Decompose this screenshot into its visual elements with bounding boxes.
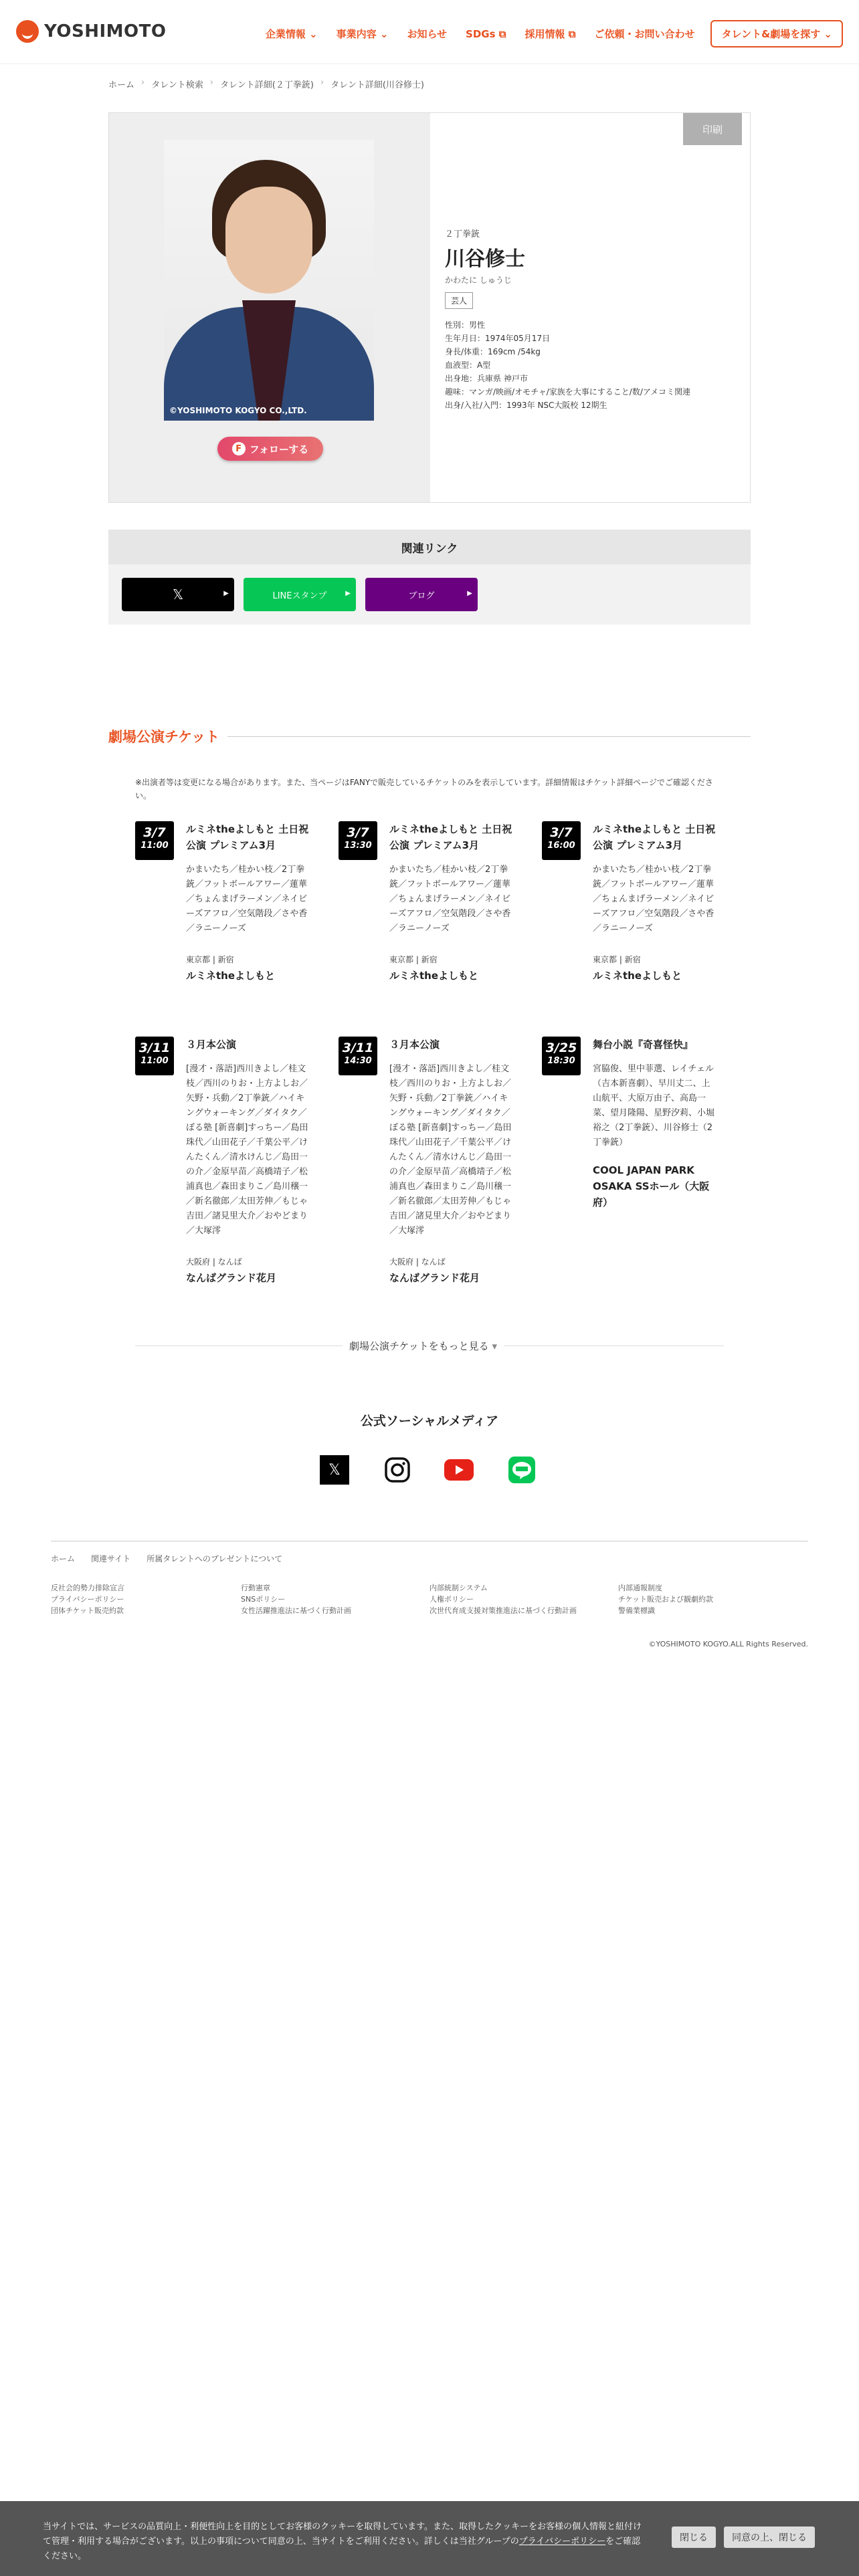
event-body [186,821,312,984]
event-cast: かまいたち／桂かい枝／2丁拳銃／フットボールアワー／蓮華／ちょんまげラーメン／ネイビーズアフロ／空気階段／さや香／ラニーノーズ [593,865,714,934]
event-location: 大阪府 | なんば [389,1257,446,1267]
tickets-title: 劇場公演チケット [108,729,220,745]
event-cast: [漫才・落語]西川きよし／桂文枝／西川のりお・上方よしお／矢野・兵動／2丁拳銃／ハイキングウォーキング／ダイタク／ぼる塾 [新喜劇]すっちー／島田珠代／山田花子／千葉公平／けんたくん／清水けんじ／島田一の介／金原早苗／高橋靖子／松浦真也／森田まりこ／島川穣一／新名徹郎／太田芳伸／もじゃ吉田／諸見里大介／おやどまり／大塚澪 [389,1064,512,1236]
event-title: ３月本公演 [186,1039,237,1051]
print-button[interactable]: 印刷 [683,113,742,145]
footer-link[interactable]: チケット販売および観劇約款 [618,1595,714,1604]
external-link-icon: ⧉ [498,27,506,40]
youtube-icon[interactable] [444,1455,474,1485]
talent-kana: かわたに しゅうじ [445,276,512,285]
event-venue: ルミネtheよしもと [186,970,276,982]
photo-credit: ©YOSHIMOTO KOGYO CO.,LTD. [169,406,307,415]
footer-column [618,1582,713,1616]
event-date-badge: 3/25 18:30 [542,1037,581,1075]
detail-hobbies: 趣味：マンガ/映画/オモチャ/家族を大事にすること/数/アメコミ関連 [445,387,691,397]
line-stamp-label: LINEスタンプ [272,591,327,601]
chevron-down-icon: ▾ [492,1340,497,1352]
footer-link[interactable]: 人権ポリシー [430,1595,474,1604]
blog-link-button[interactable] [365,578,478,611]
footer-link[interactable]: 内部統制システム [430,1584,488,1592]
footer-column [430,1582,577,1616]
photo-face [225,187,312,294]
talent-photo [164,140,374,421]
detail-height-weight: 身長/体重：169cm /54kg [445,347,541,356]
main-nav [247,20,843,47]
footer-link[interactable]: 反社会的勢力排除宣言 [51,1584,124,1592]
breadcrumb-current: タレント詳細(川谷修士) [330,80,424,90]
detail-origin: 出身/入社/入門：1993年 NSC大阪校 12期生 [445,401,607,410]
event-title: 舞台小説『奇喜怪快』 [593,1039,694,1051]
profile-card [108,112,751,503]
event-date-badge: 3/7 16:00 [542,821,581,860]
detail-blood-type: 血液型：A型 [445,360,491,370]
cookie-agree-button[interactable]: 同意の上、閉じる [724,2527,815,2548]
cookie-text: 当サイトでは、サービスの品質向上・利便性向上を目的としてお客様のクッキーを取得しています。また、取得したクッキーをお客様の個人情報と紐付けて管理・利用する場合がございます。以上の事項について同意の上、当サイトをご利用ください。詳しくは当社グループのプライバシーポリシーをご確認ください。 [43,2522,642,2561]
event-body [593,821,719,984]
nav-company[interactable]: 企業情報 ⌄ [265,28,318,40]
profile-details [445,318,690,412]
event-location: 東京都 | 新宿 [389,955,438,964]
event-date-badge: 3/7 13:30 [339,821,377,860]
talent-search-button[interactable]: タレント&劇場を探す ⌄ [710,20,843,47]
breadcrumb [108,78,431,90]
logo-text: YOSHIMOTO [44,21,167,41]
footer-link[interactable]: 女性活躍推進法に基づく行動計画 [241,1606,351,1615]
event-cast: 宮脇俊、里中菲選、レイチェル（吉本新喜劇）、早川丈二、上山航平、大原万由子、高島一菜、望月隆陽、星野汐莉、小堀裕之（2丁拳銃）、川谷修士（2丁拳銃） [593,1064,715,1148]
x-icon: 𝕏 [172,586,184,603]
site-header [0,0,859,64]
instagram-icon[interactable] [383,1455,412,1485]
nav-sdgs[interactable]: SDGs ⧉ [466,27,506,40]
cookie-close-button[interactable]: 閉じる [672,2527,716,2548]
event-venue: なんばグランド花月 [186,1272,277,1284]
nav-news[interactable]: お知らせ [407,28,448,40]
event-date-badge: 3/11 11:00 [135,1037,174,1075]
group-name[interactable]: ２丁拳銃 [445,229,480,239]
footer-link[interactable]: プライバシーポリシー [51,1595,124,1604]
event-cast: [漫才・落語]西川きよし／桂文枝／西川のりお・上方よしお／矢野・兵動／2丁拳銃／ハイキングウォーキング／ダイタク／ぼる塾 [新喜劇]すっちー／島田珠代／山田花子／千葉公平／けんたくん／清水けんじ／島田一の介／金原早苗／高橋靖子／松浦真也／森田まりこ／島川穣一／新名徹郎／太田芳伸／もじゃ吉田／諸見里大介／おやどまり／大塚澪 [186,1064,308,1236]
event-body [593,1037,719,1210]
event-title: ３月本公演 [389,1039,440,1051]
breadcrumb-separator: › [320,78,324,88]
category-tag: 芸人 [445,292,473,309]
talent-name: 川谷修士 [445,247,525,271]
fany-icon: F [232,442,246,455]
event-venue: COOL JAPAN PARK OSAKA SSホール（大阪府） [593,1164,710,1208]
photo-area [109,113,430,502]
breadcrumb-separator: › [209,78,214,88]
footer-nav [51,1553,298,1564]
event-cast: かまいたち／桂かい枝／2丁拳銃／フットボールアワー／蓮華／ちょんまげラーメン／ネイビーズアフロ／空気階段／さや香／ラニーノーズ [186,865,308,934]
follow-label: フォローする [249,443,309,455]
line-icon[interactable] [507,1455,537,1485]
footer-link[interactable]: 次世代育成支援対策推進法に基づく行動計画 [430,1606,577,1615]
arrow-right-icon: ▶ [223,590,229,597]
social-title: 公式ソーシャルメディア [360,1414,499,1428]
breadcrumb-talent-search[interactable]: タレント検索 [151,80,203,90]
copyright: ©YOSHIMOTO KOGYO.ALL Rights Reserved. [648,1640,808,1648]
arrow-right-icon: ▶ [467,590,472,597]
event-location: 東京都 | 新宿 [593,955,641,964]
footer-home-link[interactable]: ホーム [51,1554,76,1564]
footer-link[interactable]: 警備業標識 [618,1606,655,1615]
footer-link[interactable]: 団体チケット販売約款 [51,1606,124,1615]
footer-present-link[interactable]: 所属タレントへのプレゼントについて [147,1554,283,1564]
cookie-banner [0,2501,859,2576]
blog-label: ブログ [408,591,435,601]
footer-link[interactable]: 行動憲章 [241,1584,270,1592]
event-date-badge: 3/11 14:30 [339,1037,377,1075]
line-stamp-link-button[interactable] [244,578,356,611]
footer-column [241,1582,351,1616]
event-cast: かまいたち／桂かい枝／2丁拳銃／フットボールアワー／蓮華／ちょんまげラーメン／ネイビーズアフロ／空気階段／さや香／ラニーノーズ [389,865,511,934]
event-title: ルミネtheよしもと 土日祝公演 プレミアム3月 [389,823,512,851]
breadcrumb-separator: › [141,78,145,88]
external-link-icon: ⧉ [568,28,576,40]
related-links-buttons [122,578,487,611]
footer-related-sites-link[interactable]: 関連サイト [91,1554,131,1564]
more-tickets-link[interactable]: 劇場公演チケットをもっと見る ▾ [343,1339,504,1353]
detail-birthday: 生年月日：1974年05月17日 [445,334,551,343]
breadcrumb-home[interactable]: ホーム [108,80,135,90]
event-body [389,821,515,984]
detail-gender: 性別：男性 [445,320,486,330]
event-title: ルミネtheよしもと 土日祝公演 プレミアム3月 [186,823,309,851]
breadcrumb-group[interactable]: タレント詳細(２丁拳銃) [220,80,314,90]
event-venue: ルミネtheよしもと [593,970,682,982]
event-location: 大阪府 | なんば [186,1257,242,1267]
site-logo[interactable] [16,20,166,43]
event-title: ルミネtheよしもと 土日祝公演 プレミアム3月 [593,823,716,851]
follow-button[interactable] [217,437,323,461]
privacy-policy-link[interactable]: プライバシーポリシー [518,2537,606,2547]
event-venue: なんばグランド花月 [389,1272,480,1284]
detail-birthplace: 出身地：兵庫県 神戸市 [445,374,528,383]
tickets-note: ※出演者等は変更になる場合があります。また、当ページはFANYで販売しているチケットのみを表示しています。詳細情報はチケット詳細ページでご確認ください。 [135,778,713,800]
related-links-title: 関連リンク [108,530,751,564]
footer-link[interactable]: SNSポリシー [241,1595,286,1604]
nav-business[interactable]: 事業内容 ⌄ [336,28,389,40]
event-location: 東京都 | 新宿 [186,955,234,964]
nav-contact[interactable]: ご依頼・お問い合わせ [594,28,695,40]
event-body [186,1037,312,1286]
arrow-right-icon: ▶ [345,590,351,597]
related-links [108,530,751,625]
event-venue: ルミネtheよしもと [389,970,479,982]
smile-logo-icon [16,20,39,43]
event-body [389,1037,515,1286]
nav-recruit[interactable]: 採用情報 ⧉ [524,28,576,40]
footer-link[interactable]: 内部通報制度 [618,1584,662,1592]
x-link-button[interactable] [122,578,234,611]
divider [227,736,751,737]
event-date-badge: 3/7 11:00 [135,821,174,860]
tickets-section-title [108,726,751,746]
profile-info [445,227,690,412]
footer-column [51,1582,124,1616]
x-icon[interactable]: 𝕏 [320,1455,349,1485]
